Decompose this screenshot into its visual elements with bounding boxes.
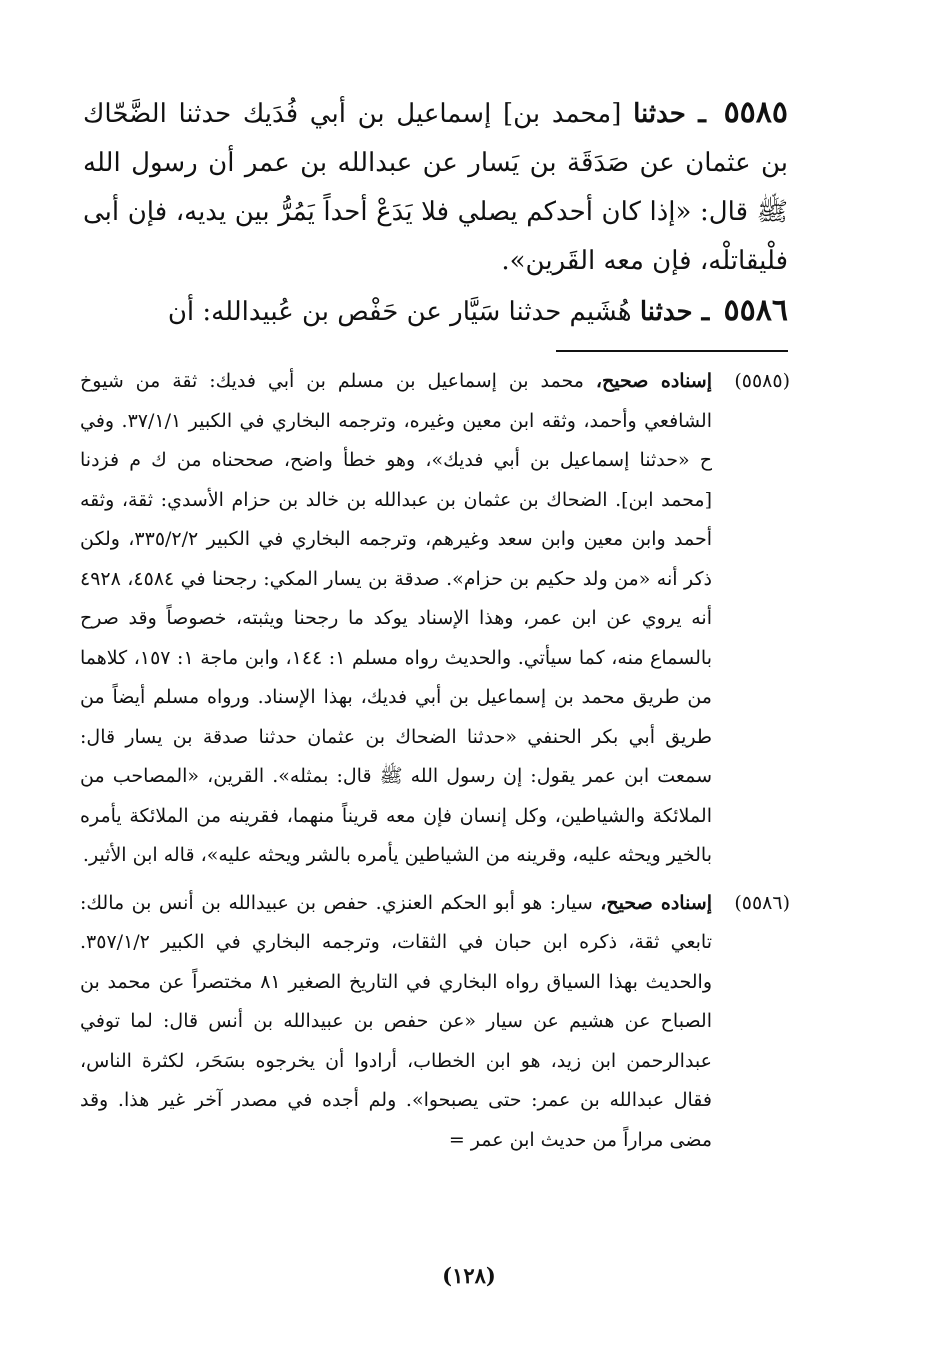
footnote-5585 xyxy=(80,362,790,876)
footnote-lead: إسناده صحيح، xyxy=(595,370,712,392)
hadith-lead: ـ حدثنا xyxy=(639,297,710,327)
hadith-number: ٥٥٨٦ xyxy=(723,293,788,328)
footnote-5586 xyxy=(80,884,790,1161)
hadith-number: ٥٥٨٥ xyxy=(723,95,789,130)
hadith-text: هُشَيم حدثنا سَيَّار عن حَفْص بن عُبيدالله: أن xyxy=(167,297,632,327)
footnotes xyxy=(80,362,790,1168)
footnote-text: سيار: هو أبو الحكم العنزي. حفص بن عبيدالله بن أنس بن مالك: تابعي ثقة، ذكره ابن حبان في الثقات، وترجمه البخاري في الكبير ٣٥٧/١/٢. والحديث بهذا السياق رواه البخاري في التاريخ الصغير ٨١ مختصراً عن محمد بن الصباح عن هشيم عن سيار «عن حفص بن عبيدالله بن أنس قال: لما توفي عبدالرحمن ابن زيد، هو ابن الخطاب، أرادوا أن يخرجوه بسَحَر، لكثرة الناس، فقال عبدالله بن عمر: حتى يصبحوا». ولم أجده في مصدر آخر غير هذا. وقد مضى مراراً من حديث ابن عمر = xyxy=(80,891,712,1151)
footnote-number: (٥٥٨٥) xyxy=(734,370,790,392)
hadith-5586 xyxy=(83,286,788,337)
footnote-separator xyxy=(556,350,788,352)
hadith-5585 xyxy=(83,88,788,286)
hadith-text: [محمد بن] إسماعيل بن أبي فُدَيك حدثنا الضَّحّاك بن عثمان عن صَدَقَة بن يَسار عن عبدالله بن عمر أن رسول الله ﷺ قال: «إذا كان أحدكم يصلي فلا يَدَعْ أحداً يَمُرُّ بين يديه، فإن أبى فلْيقاتلْه، فإن معه القَرين». xyxy=(83,99,788,276)
footnote-number: (٥٥٨٦) xyxy=(734,891,790,914)
page-number: (١٢٨) xyxy=(442,1263,496,1288)
hadith-lead: ـ حدثنا xyxy=(633,99,706,129)
footnote-lead: إسناده صحيح، xyxy=(600,891,713,914)
main-text xyxy=(83,88,788,337)
footnote-text: محمد بن إسماعيل بن مسلم بن أبي فديك: ثقة من شيوخ الشافعي وأحمد، وثقه ابن معين وغيره، وترجمه البخاري في الكبير ٣٧/١/١. وفي ح «حدثنا إسماعيل بن أبي فديك»، وهو خطأ واضح، صححناه من ك م فزدنا [محمد ابن]. الضحاك بن عثمان بن عبدالله بن خالد بن حزام الأسدي: ثقة، وثقه أحمد وابن معين وابن سعد وغيرهم، وترجمه البخاري في الكبير ٣٣٥/٢/٢، ولكن ذكر أنه «من ولد حكيم بن حزام». صدقة بن يسار المكي: رجحنا في ٤٥٨٤، ٤٩٢٨ أنه يروي عن ابن عمر، وهذا الإسناد يوكد ما رجحنا ويثبته، خصوصاً وقد صرح بالسماع منه، كما سيأتي. والحديث رواه مسلم ١: ١٤٤، وابن ماجة ١: ١٥٧، كلاهما من طريق محمد بن إسماعيل بن أبي فديك، بهذا الإسناد. ورواه مسلم أيضاً من طريق أبي بكر الحنفي «حدثنا الضحاك بن عثمان حدثنا صدقة بن يسار قال: سمعت ابن عمر يقول: إن رسول الله ﷺ قال: بمثله». القرين، «المصاحب من الملائكة والشياطين، وكل إنسان فإن معه قريناً منهما، فقرينه من الملائكة يأمره بالخير ويحثه عليه، وقرينه من الشياطين يأمره بالشر ويحثه عليه»، قاله ابن الأثير. xyxy=(80,370,712,866)
